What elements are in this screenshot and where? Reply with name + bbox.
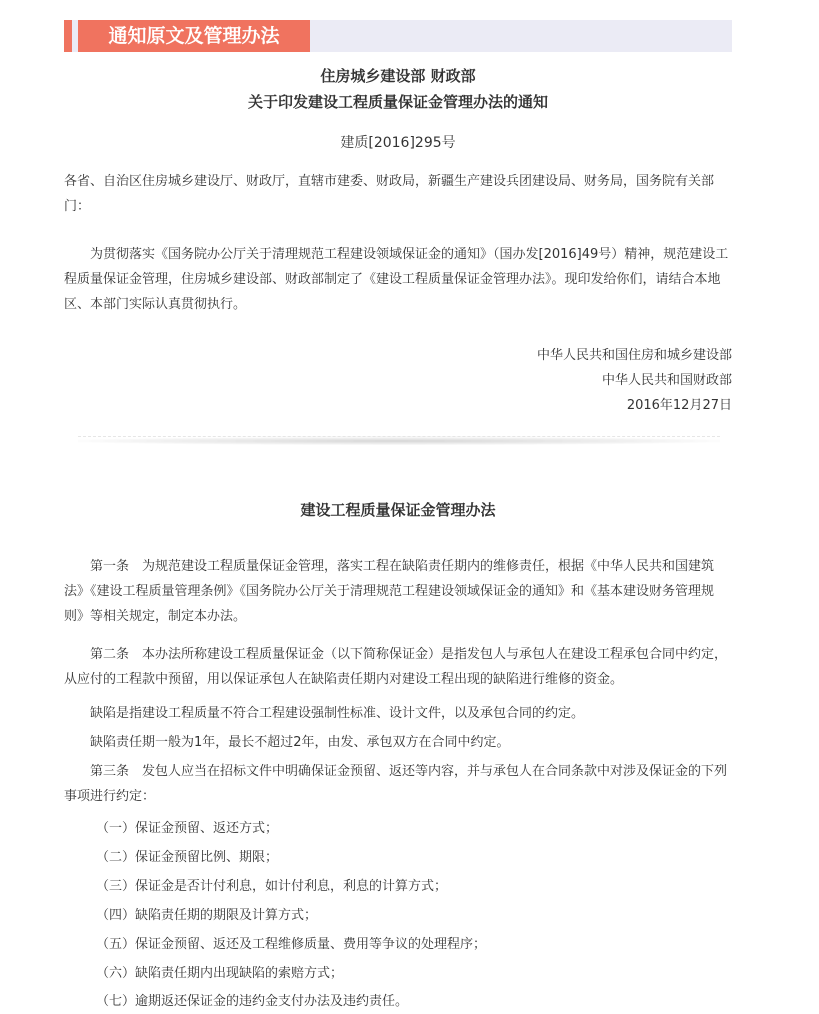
notice-doc-number: 建质[2016]295号 (340, 135, 456, 151)
list-item: （七）逾期返还保证金的违约金支付办法及违约责任。 (96, 994, 409, 1009)
notice-addressee: 各省、自治区住房城乡建设厅、财政厅，直辖市建委、财政局，新疆生产建设兵团建设局、财务局，国务院有关部门： (64, 174, 715, 214)
list-item: （六）缺陷责任期内出现缺陷的索赔方式； (96, 966, 344, 981)
regulation-title: 建设工程质量保证金管理办法 (300, 501, 496, 519)
list-item: （二）保证金预留比例、期限； (96, 850, 279, 865)
article-3: 第三条 发包人应当在招标文件中明确保证金预留、返还等内容，并与承包人在合同条款中对涉及保证金的下列事项进行约定： (64, 764, 728, 804)
list-item: （五）保证金预留、返还及工程维修质量、费用等争议的处理程序； (96, 937, 487, 952)
article-2: 第二条 本办法所称建设工程质量保证金（以下简称保证金）是指发包人与承包人在建设工程承包合同中约定，从应付的工程款中预留，用以保证承包人在缺陷责任期内对建设工程出现的缺陷进行维修的资金。 (64, 647, 728, 687)
notice-signatory-1: 中华人民共和国住房和城乡建设部 (536, 348, 732, 363)
notice-title-issuers: 住房城乡建设部 财政部 (320, 67, 476, 85)
article-1: 第一条 为规范建设工程质量保证金管理，落实工程在缺陷责任期内的维修责任，根据《中华人民共和国建筑法》《建设工程质量管理条例》《国务院办公厅关于清理规范工程建设领域保证金的通知》和《基本建设财务管理规则》等相关规定，制定本办法。 (64, 559, 715, 624)
header-accent-bar (64, 20, 72, 52)
defect-definition: 缺陷是指建设工程质量不符合工程建设强制性标准、设计文件，以及承包合同的约定。 (90, 706, 585, 721)
section-header (64, 20, 732, 52)
notice-date: 2016年12月27日 (626, 398, 732, 413)
list-item: （四）缺陷责任期的期限及计算方式； (96, 908, 318, 923)
list-item: （一）保证金预留、返还方式； (96, 821, 279, 836)
notice-signatory-2: 中华人民共和国财政部 (601, 373, 732, 388)
section-header-label: 通知原文及管理办法 (78, 20, 310, 52)
section-divider (78, 436, 720, 445)
notice-title: 关于印发建设工程质量保证金管理办法的通知 (247, 93, 548, 111)
notice-body: 为贯彻落实《国务院办公厅关于清理规范工程建设领域保证金的通知》（国办发[2016]49号）精神，规范建设工程质量保证金管理，住房城乡建设部、财政部制定了《建设工程质量保证金管理办法》。现印发给你们，请结合本地区、本部门实际认真贯彻执行。 (64, 247, 729, 312)
list-item: （三）保证金是否计付利息，如计付利息，利息的计算方式； (96, 879, 448, 894)
defect-period: 缺陷责任期一般为1年，最长不超过2年，由发、承包双方在合同中约定。 (90, 735, 510, 750)
